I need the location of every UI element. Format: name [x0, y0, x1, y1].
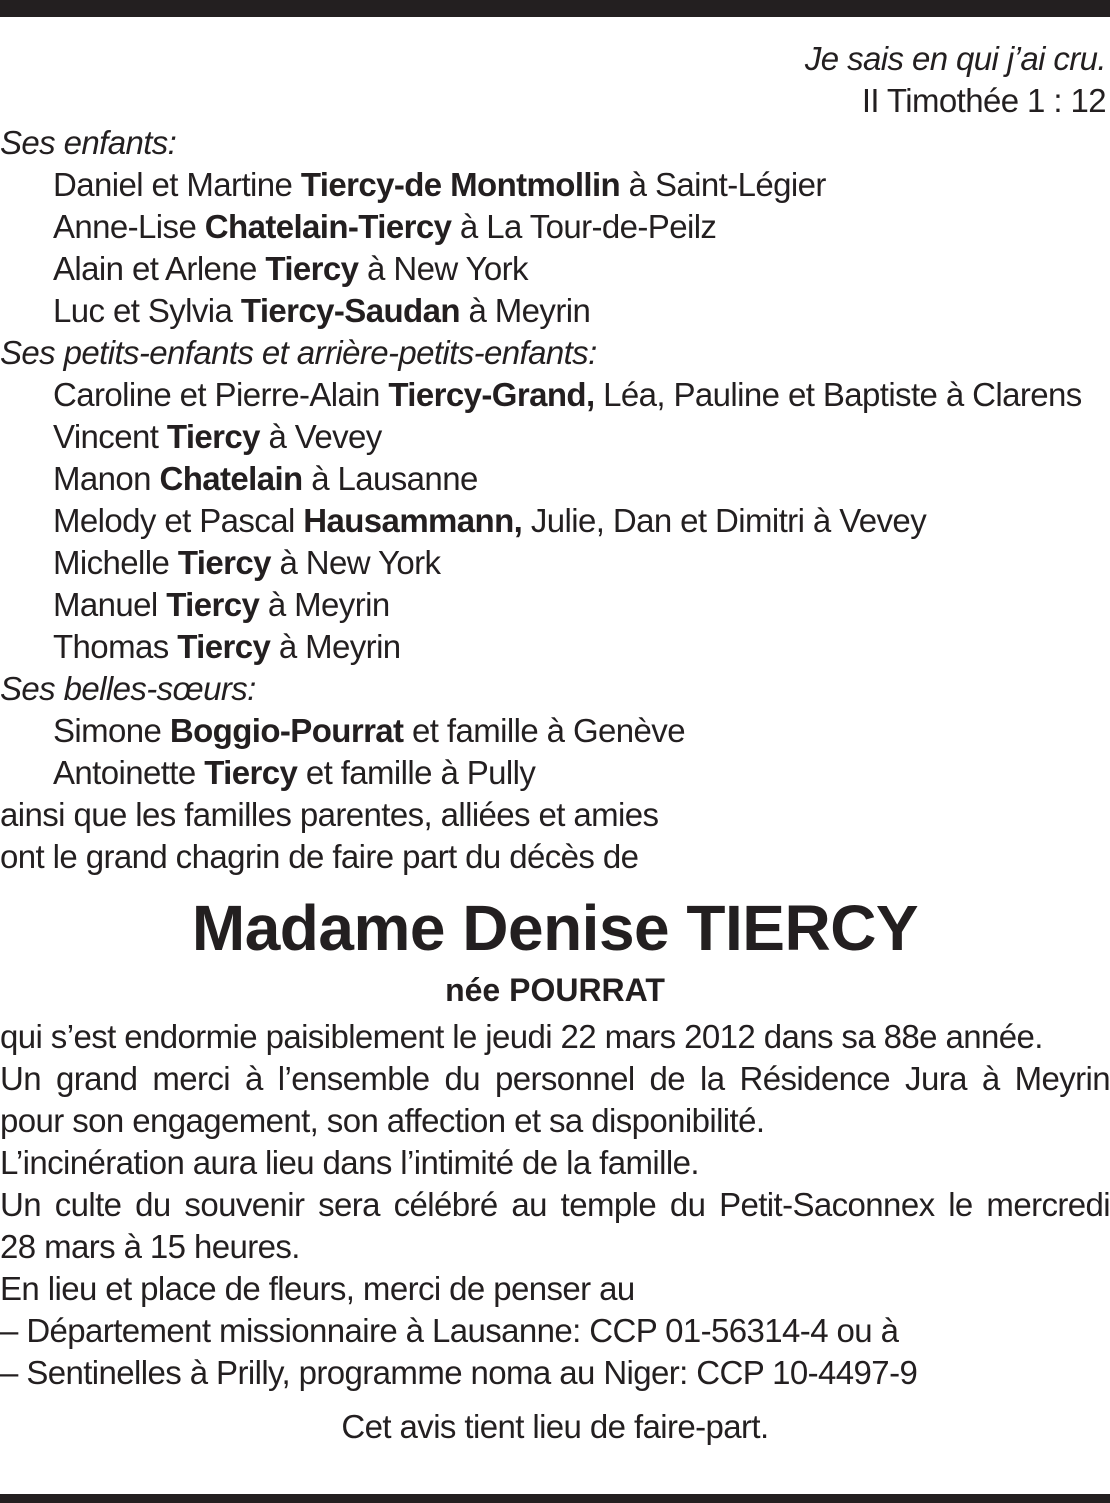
- given-names: Alain et Arlene: [53, 250, 257, 287]
- family-entry: [0, 542, 1110, 584]
- body-line: qui s’est endormie paisiblement le jeudi 22 mars 2012 dans sa 88e année.: [0, 1018, 1043, 1055]
- family-name: Hausammann,: [303, 502, 523, 539]
- location: à Meyrin: [468, 292, 591, 329]
- location: à Meyrin: [278, 628, 401, 665]
- body-line: pour son engagement, son affection et sa disponibilité.: [0, 1102, 765, 1139]
- location: à New York: [279, 544, 441, 581]
- location: et famille à Pully: [305, 754, 536, 791]
- obituary-notice: [0, 38, 1110, 1448]
- family-entry: [0, 416, 1110, 458]
- given-names: Manuel: [53, 586, 158, 623]
- body-line: L’incinération aura lieu dans l’intimité de la famille.: [0, 1144, 699, 1181]
- given-names: Luc et Sylvia: [53, 292, 233, 329]
- body-line: Un culte du souvenir sera célébré au temple du Petit-Saconnex le mercredi: [0, 1186, 1110, 1223]
- given-names: Michelle: [53, 544, 170, 581]
- family-entry: [0, 248, 1110, 290]
- location: à New York: [367, 250, 528, 287]
- family-name: Tiercy: [166, 418, 260, 455]
- family-name: Chatelain: [159, 460, 303, 497]
- location: Léa, Pauline et Baptiste à Clarens: [603, 376, 1082, 413]
- family-name: Tiercy: [265, 250, 359, 287]
- deceased-name: Madame Denise TIERCY: [191, 892, 919, 964]
- epigraph-quote: Je sais en qui j’ai cru.: [804, 40, 1106, 77]
- family-name: Tiercy-Grand,: [388, 376, 595, 413]
- family-entry: [0, 458, 1110, 500]
- family-name: Boggio-Pourrat: [169, 712, 404, 749]
- location: à La Tour-de-Peilz: [459, 208, 717, 245]
- body-line: – Département missionnaire à Lausanne: CCP 01-56314-4 ou à: [0, 1312, 899, 1349]
- location: à Meyrin: [267, 586, 390, 623]
- deceased-maiden-name: née POURRAT: [445, 972, 665, 1008]
- given-names: Caroline et Pierre-Alain: [53, 376, 380, 413]
- family-entry: [0, 290, 1110, 332]
- given-names: Anne-Lise: [53, 208, 197, 245]
- given-names: Melody et Pascal: [53, 502, 295, 539]
- location: Julie, Dan et Dimitri à Vevey: [530, 502, 927, 539]
- section-heading-sisters-in-law: Ses belles-sœurs:: [0, 670, 256, 707]
- family-entry: [0, 752, 1110, 794]
- family-entry: [0, 206, 1110, 248]
- location: à Vevey: [268, 418, 382, 455]
- given-names: Manon: [53, 460, 151, 497]
- body-line: Un grand merci à l’ensemble du personnel de la Résidence Jura à Meyrin: [0, 1060, 1110, 1097]
- family-entry: [0, 710, 1110, 752]
- location: et famille à Genève: [412, 712, 685, 749]
- body-line: – Sentinelles à Prilly, programme noma au Niger: CCP 10-4497-9: [0, 1354, 918, 1391]
- section-heading-grandchildren: Ses petits-enfants et arrière-petits-enfants:: [0, 334, 597, 371]
- epigraph-reference: II Timothée 1 : 12: [861, 82, 1106, 119]
- body-line: 28 mars à 15 heures.: [0, 1228, 300, 1265]
- family-name: Tiercy: [204, 754, 298, 791]
- closing-note: Cet avis tient lieu de faire-part.: [341, 1408, 769, 1445]
- family-entry: [0, 374, 1110, 416]
- family-entry: [0, 164, 1110, 206]
- family-name: Tiercy: [166, 586, 260, 623]
- family-name: Tiercy: [177, 628, 271, 665]
- given-names: Thomas: [53, 628, 169, 665]
- family-name: Tiercy-de Montmollin: [300, 166, 621, 203]
- section-heading-children: Ses enfants:: [0, 124, 177, 161]
- given-names: Simone: [53, 712, 162, 749]
- location: à Saint-Légier: [628, 166, 826, 203]
- bottom-rule: [0, 1494, 1110, 1503]
- top-rule: [0, 0, 1110, 17]
- body-line: En lieu et place de fleurs, merci de penser au: [0, 1270, 635, 1307]
- family-line: ainsi que les familles parentes, alliées et amies: [0, 796, 659, 833]
- family-entry: [0, 500, 1110, 542]
- family-name: Tiercy-Saudan: [240, 292, 460, 329]
- given-names: Vincent: [53, 418, 159, 455]
- family-name: Tiercy: [177, 544, 271, 581]
- given-names: Daniel et Martine: [53, 166, 293, 203]
- location: à Lausanne: [311, 460, 478, 497]
- given-names: Antoinette: [53, 754, 196, 791]
- family-line: ont le grand chagrin de faire part du décès de: [0, 838, 639, 875]
- family-entry: [0, 626, 1110, 668]
- family-name: Chatelain-Tiercy: [204, 208, 452, 245]
- family-entry: [0, 584, 1110, 626]
